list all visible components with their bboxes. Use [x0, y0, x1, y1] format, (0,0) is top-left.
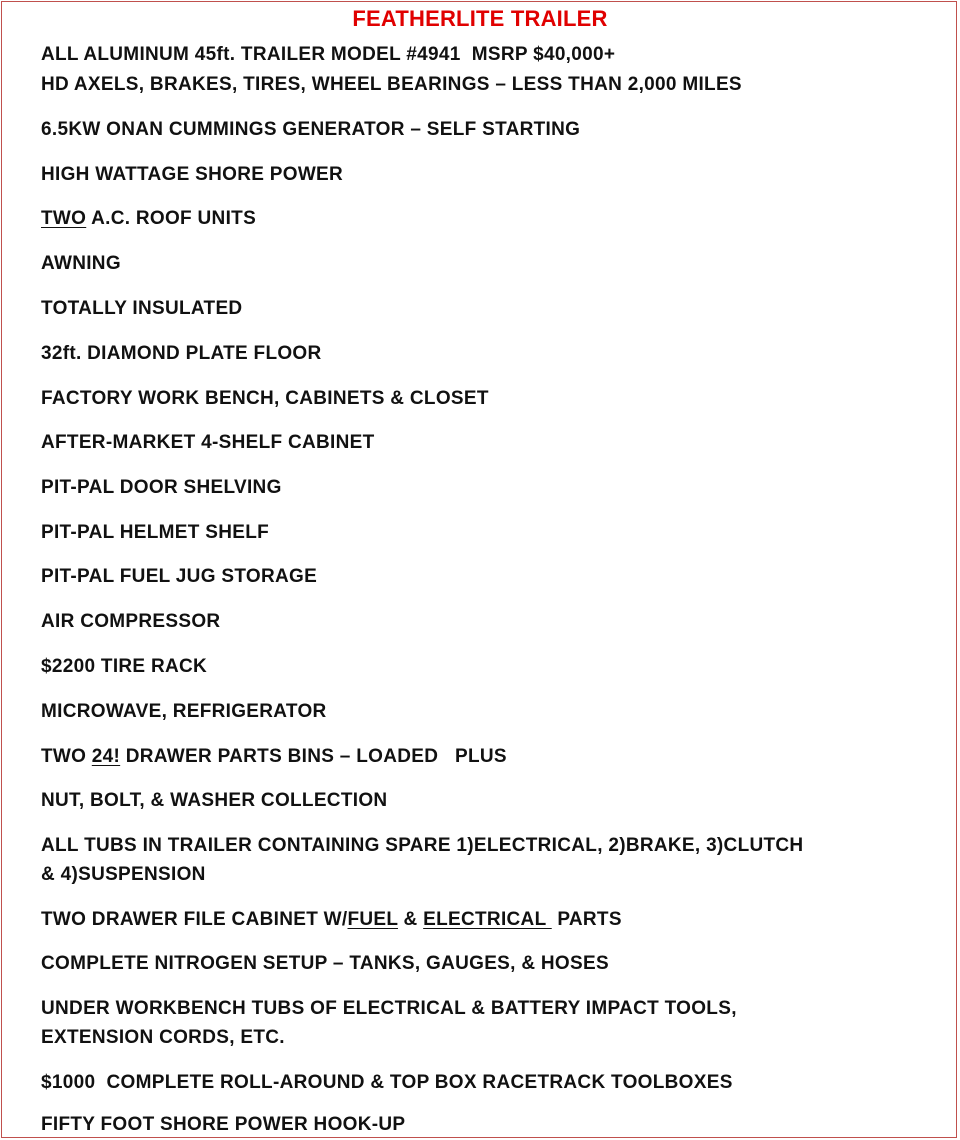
list-item: FACTORY WORK BENCH, CABINETS & CLOSET: [41, 388, 489, 409]
list-item-text: DRAWER PARTS BINS – LOADED PLUS: [120, 746, 507, 767]
page-title: FEATHERLITE TRAILER: [352, 6, 608, 31]
list-item-text: TWO: [41, 746, 92, 767]
list-item-text: PARTS: [551, 909, 622, 930]
list-item: PIT-PAL FUEL JUG STORAGE: [41, 566, 318, 587]
list-item: AWNING: [41, 253, 121, 274]
list-item: $2200 TIRE RACK: [41, 656, 208, 677]
list-item: ALL TUBS IN TRAILER CONTAINING SPARE 1)ELECTRICAL, 2)BRAKE, 3)CLUTCH: [41, 835, 804, 856]
list-item: MICROWAVE, REFRIGERATOR: [41, 701, 327, 722]
underlined-text: TWO: [41, 208, 87, 229]
list-item: HIGH WATTAGE SHORE POWER: [41, 164, 344, 185]
list-item: EXTENSION CORDS, ETC.: [41, 1027, 285, 1048]
list-item: [41, 746, 507, 768]
list-item: & 4)SUSPENSION: [41, 864, 206, 885]
list-item: FIFTY FOOT SHORE POWER HOOK-UP: [41, 1114, 406, 1135]
list-item: $1000 COMPLETE ROLL-AROUND & TOP BOX RACETRACK TOOLBOXES: [41, 1072, 733, 1093]
list-item-text: TWO DRAWER FILE CABINET W/: [41, 909, 348, 930]
list-item: AFTER-MARKET 4-SHELF CABINET: [41, 432, 375, 453]
list-item: [41, 208, 256, 230]
list-item: NUT, BOLT, & WASHER COLLECTION: [41, 790, 388, 811]
list-item: PIT-PAL DOOR SHELVING: [41, 477, 282, 498]
underlined-text: FUEL: [347, 909, 398, 930]
list-item: COMPLETE NITROGEN SETUP – TANKS, GAUGES, & HOSES: [41, 953, 609, 974]
underlined-text: 24!: [91, 746, 121, 767]
list-item-text: &: [397, 909, 424, 930]
list-item: [41, 909, 622, 931]
list-item: ALL ALUMINUM 45ft. TRAILER MODEL #4941 MSRP $40,000+: [41, 44, 616, 65]
list-item: 32ft. DIAMOND PLATE FLOOR: [41, 343, 322, 364]
list-item-text: A.C. ROOF UNITS: [91, 208, 257, 229]
list-item: PIT-PAL HELMET SHELF: [41, 522, 270, 543]
list-item: 6.5KW ONAN CUMMINGS GENERATOR – SELF STARTING: [41, 119, 581, 140]
list-item: UNDER WORKBENCH TUBS OF ELECTRICAL & BATTERY IMPACT TOOLS,: [41, 998, 737, 1019]
underlined-text: ELECTRICAL: [423, 909, 552, 930]
list-item: TOTALLY INSULATED: [41, 298, 243, 319]
list-item: AIR COMPRESSOR: [41, 611, 221, 632]
list-item: HD AXELS, BRAKES, TIRES, WHEEL BEARINGS – LESS THAN 2,000 MILES: [41, 74, 742, 95]
